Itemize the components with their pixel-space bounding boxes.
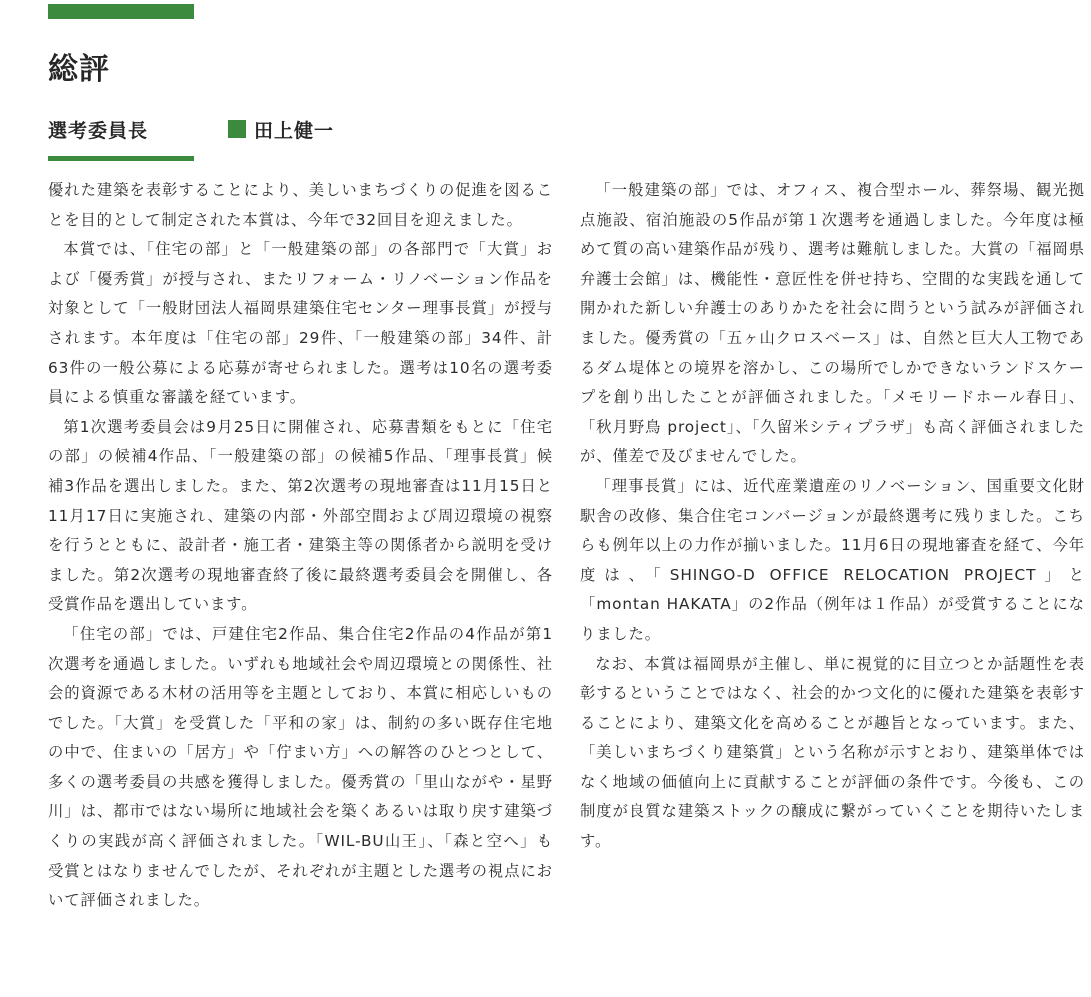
- byline-name: 田上健一: [254, 119, 335, 142]
- page-title: 総評: [48, 52, 110, 87]
- paragraph: 第1次選考委員会は9月25日に開催され、応募書類をもとに「住宅の部」の候補4作品、「一般建築の部」の候補5作品、「理事長賞」候補3作品を選出しました。また、第2次選考の現地審査は11月15日と11月17日に実施され、建築の内部・外部空間および周辺環境の視察を行うとともに、設計者・施工者・建築主等の関係者から説明を受けました。第2次選考の現地審査終了後に最終選考委員会を開催し、各受賞作品を選出しています。: [48, 417, 553, 614]
- paragraph: 「理事長賞」には、近代産業遺産のリノベーション、国重要文化財駅舎の改修、集合住宅コンバージョンが最終選考に残りました。こちらも例年以上の力作が揃いました。11月6日の現地審査を経て、今年度は、「SHINGO-D OFFICE RELOCATION PROJECT」と「montan HAKATA」の2作品（例年は１作品）が受賞することになりました。: [580, 476, 1085, 643]
- paragraph: 「一般建築の部」では、オフィス、複合型ホール、葬祭場、観光拠点施設、宿泊施設の5作品が第１次選考を通過しました。今年度は極めて質の高い建築作品が残り、選考は難航しました。大賞の「福岡県弁護士会館」は、機能性・意匠性を併せ持ち、空間的な実践を通して開かれた新しい弁護士のありかたを社会に問うという試みが評価されました。優秀賞の「五ヶ山クロスベース」は、自然と巨大人工物であるダム堤体との境界を溶かし、この場所でしかできないランドスケープを創り出したことが評価されました。「メモリードホール春日」、「秋月野鳥 project」、「久留米シティプラザ」も高く評価されましたが、僅差で及びませんでした。: [580, 181, 1085, 466]
- right-column: [580, 176, 1085, 857]
- paragraph: 優れた建築を表彰することにより、美しいまちづくりの促進を図ることを目的として制定された本賞は、今年で32回目を迎えました。: [48, 181, 553, 229]
- paragraph: 「住宅の部」では、戸建住宅2作品、集合住宅2作品の4作品が第1次選考を通過しました。いずれも地域社会や周辺環境との関係性、社会的資源である木材の活用等を主題としており、本賞に相応しいものでした。「大賞」を受賞した「平和の家」は、制約の多い既存住宅地の中で、住まいの「居方」や「佇まい方」への解答のひとつとして、多くの選考委員の共感を獲得しました。優秀賞の「里山ながや・星野川」は、都市ではない場所に地域社会を築くあるいは取り戻す建築づくりの実践が高く評価されました。「WIL-BU山王」、「森と空へ」も受賞とはなりませんでしたが、それぞれが主題とした選考の視点において評価されました。: [48, 624, 553, 910]
- paragraph: なお、本賞は福岡県が主催し、単に視覚的に目立つとか話題性を表彰するということではなく、社会的かつ文化的に優れた建築を表彰することにより、建築文化を高めることが趣旨となっています。また、「美しいまちづくり建築賞」という名称が示すとおり、建築単体ではなく地域の価値向上に貢献することが評価の条件です。今後も、この制度が良質な建築ストックの醸成に繋がっていくことを期待いたします。: [580, 654, 1085, 851]
- square-marker-icon: [228, 120, 246, 138]
- byline: [48, 114, 334, 144]
- paragraph: 本賞では、「住宅の部」と「一般建築の部」の各部門で「大賞」および「優秀賞」が授与され、またリフォーム・リノベーション作品を対象として「一般財団法人福岡県建築住宅センター理事長賞」が授与されます。本年度は「住宅の部」29件、「一般建築の部」34件、計63件の一般公募による応募が寄せられました。選考は10名の選考委員による慎重な審議を経ています。: [48, 240, 553, 407]
- section-divider: [48, 156, 194, 161]
- top-accent-bar: [48, 4, 194, 19]
- left-column: [48, 176, 553, 916]
- byline-role: 選考委員長: [48, 119, 149, 142]
